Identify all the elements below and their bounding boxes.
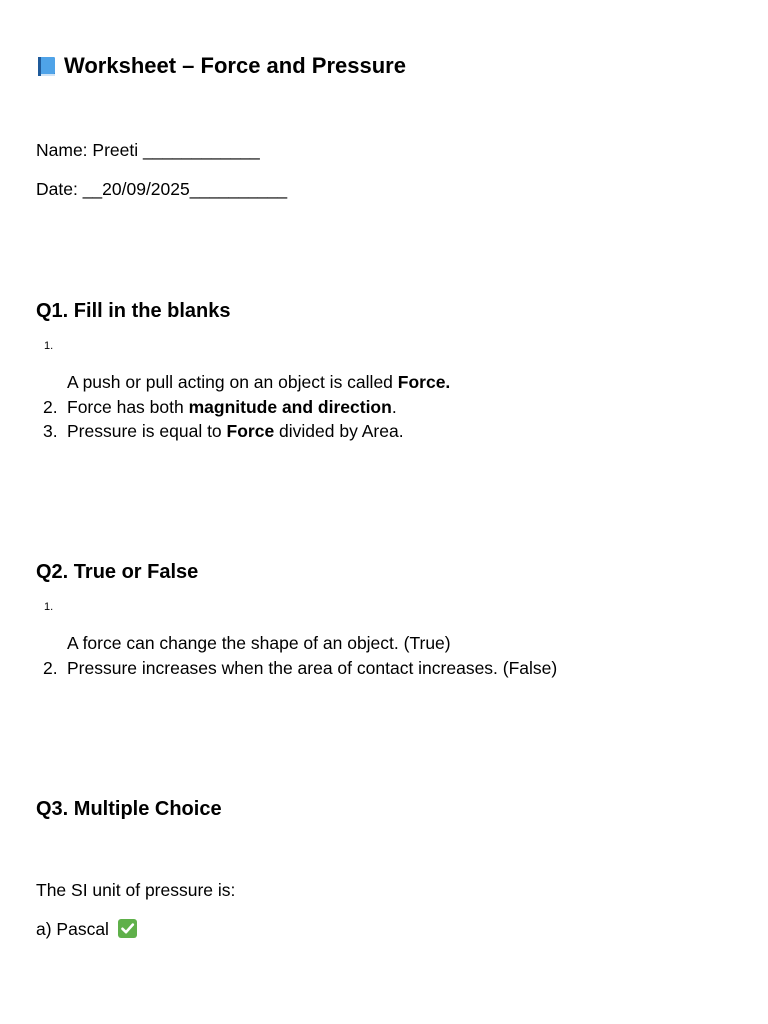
list-item-answer: Force. [397, 372, 451, 392]
q3-option-a [36, 919, 137, 940]
q2-list [36, 601, 686, 680]
list-item-text: A force can change the shape of an object. (True) [67, 633, 451, 653]
list-item-number: 1. [44, 340, 54, 352]
list-item-text-end: divided by Area. [274, 421, 404, 441]
q1-list [36, 340, 686, 444]
list-item-number: 1. [44, 601, 54, 613]
list-item-number: 2. [43, 657, 58, 678]
q2-heading: Q2. True or False [36, 561, 199, 583]
check-mark-icon [118, 919, 137, 938]
list-item-text: Force has both [67, 396, 189, 417]
list-item-text: A push or pull acting on an object is called [67, 372, 398, 392]
list-item [36, 601, 686, 656]
list-item-number: 3. [43, 421, 58, 441]
list-item [36, 395, 686, 420]
name-line: Name: Preeti ____________ [36, 140, 260, 160]
option-a-text: a) Pascal [36, 919, 109, 939]
list-item-number: 2. [43, 396, 58, 417]
list-item-text: Pressure is equal to [67, 421, 227, 441]
q1-heading: Q1. Fill in the blanks [36, 300, 231, 322]
blue-book-icon [36, 55, 56, 77]
q3-heading: Q3. Multiple Choice [36, 798, 222, 820]
list-item [36, 656, 686, 681]
q3-question: The SI unit of pressure is: [36, 880, 236, 900]
list-item-answer: Force [226, 421, 275, 441]
list-item [36, 340, 686, 395]
title-text: Worksheet – Force and Pressure [64, 53, 406, 78]
list-item-text: Pressure increases when the area of contact increases. (False) [67, 657, 558, 678]
list-item [36, 419, 686, 444]
list-item-answer: magnitude and direction [188, 396, 392, 417]
date-line: Date: __20/09/2025__________ [36, 179, 288, 199]
page-title [36, 53, 406, 79]
list-item-text-end: . [391, 396, 397, 417]
